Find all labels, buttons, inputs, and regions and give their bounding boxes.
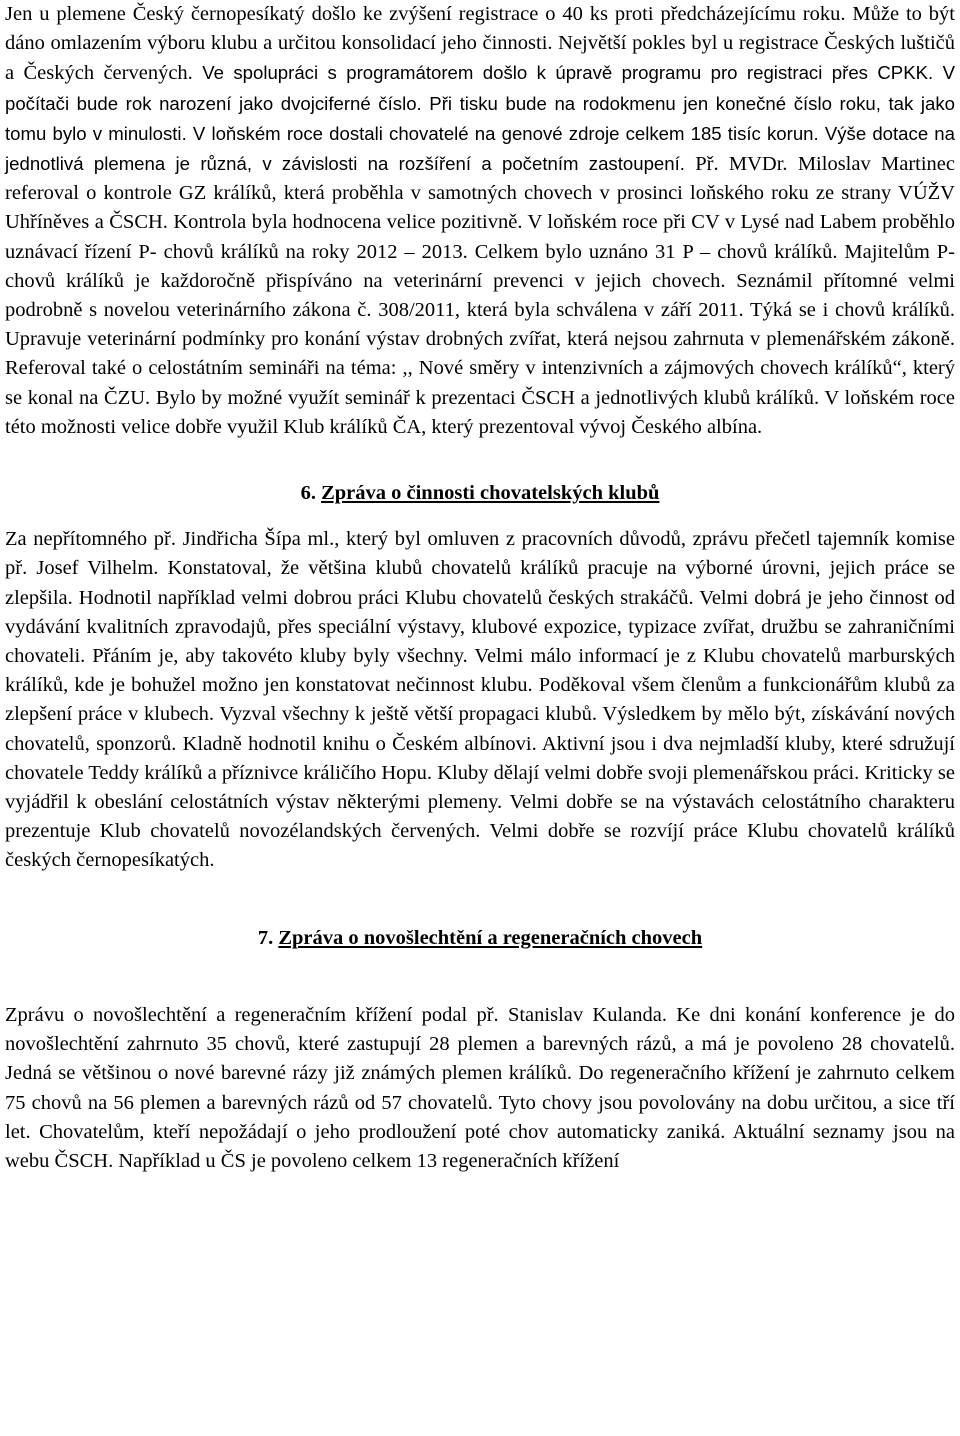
paragraph-text-c: Př. MVDr. Miloslav Martinec referoval o kontrole GZ králíků, která proběhla v samotných chovech v prosinci loňského roku ze strany VÚŽV Uhříněves a ČSCH. Kontrola byla hodnocena velice pozitivně. V loňském roce při CV v Lysé nad Labem proběhlo uznávací řízení P- chovů králíků na roky 2012 – 2013. Celkem bylo uznáno 31 P – chovů králíků. Majitelům P- chovů králíků je každoročně přispíváno na veterinární prevenci v jejich chovech. Seznámil přítomné velmi podrobně s novelou veterinárního zákona č. 308/2011, která byla schválena v září 2011. Týká se i chovů králíků. Upravuje veterinární podmínky pro konání výstav drobných zvířat, která nejsou zahrnuta v plemenářském zákoně. Referoval také o celostátním semináři na téma: ,, Nové směry v intenzivních a zájmových chovech králíků“, který se konal na ČZU. Bylo by možné využít seminář k prezentaci ČSCH a jednotlivých klubů králíků. V loňském roce této možnosti velice dobře využil Klub králíků ČA, který prezentoval vývoj Českého albína. bbox=[5, 153, 955, 438]
section-6-title: Zpráva o činnosti chovatelských klubů bbox=[321, 482, 660, 505]
section-7-heading bbox=[5, 924, 955, 953]
paragraph-text-a: Jen u plemene Český černopesíkatý došlo ke zvýšení registrace o 40 ks proti předcházejícímu roku. Může to být dáno omlazením výboru klubu a určitou konsolidací jeho činnosti. Největší pokles byl u registrace Českých luštičů a Českých červených. bbox=[5, 3, 955, 85]
section-6-number: 6. bbox=[300, 482, 322, 505]
document-page bbox=[5, 0, 955, 1176]
paragraph-text-b: Ve spolupráci s programátorem došlo k úpravě programu pro registraci přes CPKK. V počítači bude rok narození jako dvojciferné číslo. Při tisku bude na rodokmenu jen konečné číslo roku, tak jako tomu bylo v minulosti. V loňském roce dostali chovatelé na genové zdroje celkem 185 tisíc korun. Výše dotace na jednotlivá plemena je různá, v závislosti na rozšíření a početním zastoupení. bbox=[5, 62, 956, 175]
section-7-number: 7. bbox=[257, 926, 279, 949]
paragraph-breed-registration bbox=[5, 0, 955, 442]
section-7-title: Zpráva o novošlechtění a regeneračních chovech bbox=[278, 926, 703, 949]
section-6-heading bbox=[5, 479, 955, 508]
section-6-body: Za nepřítomného př. Jindřicha Šípa ml., který byl omluven z pracovních důvodů, zprávu přečetl tajemník komise př. Josef Vilhelm. Konstatoval, že většina klubů chovatelů králíků pracuje na výborné úrovni, jejich práce se zlepšila. Hodnotil například velmi dobrou práci Klubu chovatelů českých strakáčů. Velmi dobrá je jeho činnost od vydávání kvalitních zpravodajů, přes speciální výstavy, klubové expozice, typizace zvířat, družbu se zahraničními chovateli. Přáním je, aby takovéto kluby byly všechny. Velmi málo informací je z Klubu chovatelů marburských králíků, kde je bohužel možno jen konstatovat nečinnost klubu. Poděkoval všem členům a funkcionářům klubů za zlepšení práce v klubech. Vyzval všechny k ještě větší propagaci klubů. Výsledkem by mělo být, získávání nových chovatelů, sponzorů. Kladně hodnotil knihu o Českém albínovi. Aktivní jsou i dva nejmladší kluby, které sdružují chovatele Teddy králíků a příznivce králičího Hopu. Kluby dělají velmi dobře svoji plemenářskou práci. Kriticky se vyjádřil k obeslání celostátních výstav některými plemeny. Velmi dobře se na výstavách celostátního charakteru prezentuje Klub chovatelů novozélandských červených. Velmi dobře se rozvíjí práce Klubu chovatelů králíků českých černopesíkatých. bbox=[5, 528, 955, 872]
section-7-body: Zprávu o novošlechtění a regeneračním křížení podal př. Stanislav Kulanda. Ke dni konání konference je do novošlechtění zahrnuto 35 chovů, které zastupují 28 plemen a barevných rázů, a má je povoleno 28 chovatelů. Jedná se většinou o nové barevné rázy již známých plemen králíků. Do regeneračního křížení je zahrnuto celkem 75 chovů na 56 plemen a barevných rázů od 57 chovatelů. Tyto chovy jsou povolovány na dobu určitou, a sice tří let. Chovatelům, kteří nepožádají o jeho prodloužení poté chov automaticky zaniká. Aktuální seznamy jsou na webu ČSCH. Například u ČS je povoleno celkem 13 regeneračních křížení bbox=[5, 1003, 955, 1172]
